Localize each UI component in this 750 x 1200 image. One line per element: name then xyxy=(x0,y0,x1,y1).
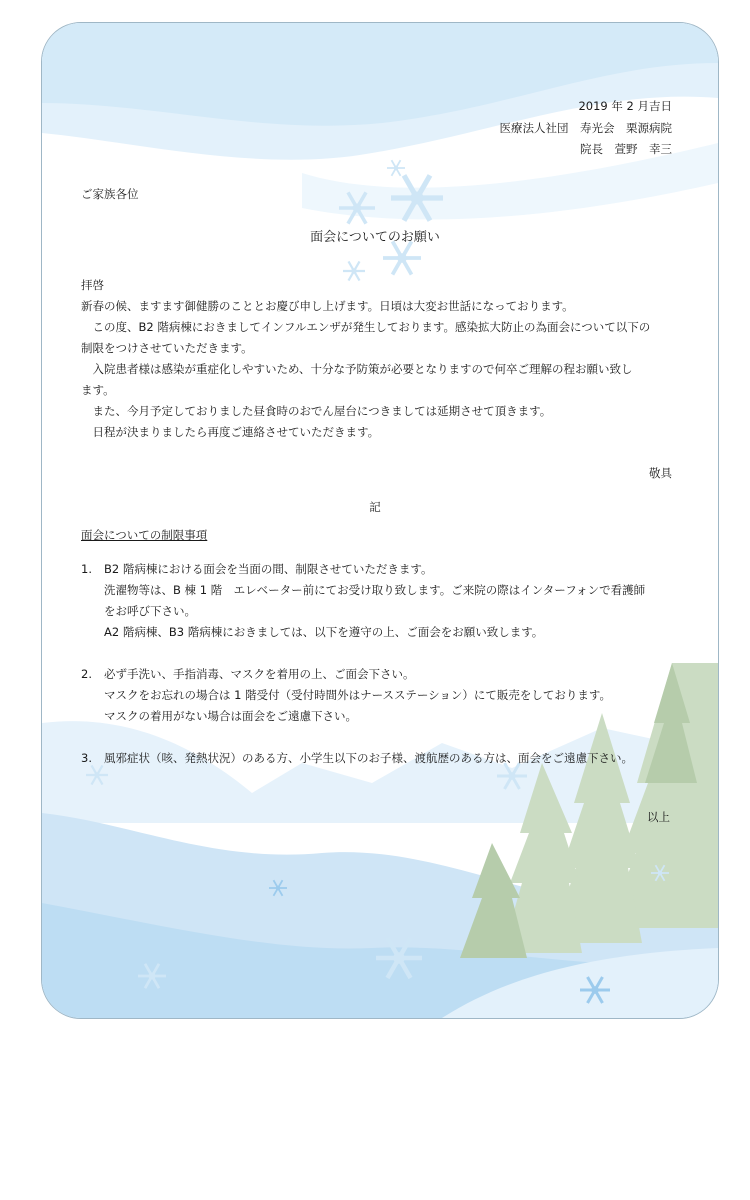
salutation: 拝啓 xyxy=(81,278,104,292)
closing-ijou: 以上 xyxy=(647,810,670,824)
body-paragraph-2-line-1: この度、B2 階病棟におきましてインフルエンザが発生しております。感染拡大防止の為面会について以下の xyxy=(81,320,651,334)
item-2-number: 2. xyxy=(81,667,92,681)
restrictions-heading: 面会についての制限事項 xyxy=(81,528,208,542)
body-paragraph-1: 新春の候、ますます御健勝のこととお慶び申し上げます。日頃は大変お世話になっております。 xyxy=(81,299,574,313)
item-3-number: 3. xyxy=(81,751,92,765)
item-1-sub-3: A2 階病棟、B3 階病棟におきましては、以下を遵守の上、ご面会をお願い致します。 xyxy=(104,625,544,639)
closing-keigu: 敬具 xyxy=(649,466,672,480)
body-paragraph-3-line-2: ます。 xyxy=(81,383,115,397)
item-2-sub-1: マスクをお忘れの場合は 1 階受付（受付時間外はナースステーション）にて販売をしております。 xyxy=(104,688,611,702)
item-1-sub-2: をお呼び下さい。 xyxy=(104,604,196,618)
body-paragraph-4: また、今月予定しておりました昼食時のおでん屋台につきましては延期させて頂きます。 xyxy=(81,404,552,418)
body-paragraph-5: 日程が決まりましたら再度ご連絡させていただきます。 xyxy=(81,425,380,439)
letter-date: 2019 年 2 月吉日 xyxy=(578,99,672,113)
sender-director: 院長 萱野 幸三 xyxy=(580,142,672,156)
item-2-text: 必ず手洗い、手指消毒、マスクを着用の上、ご面会下さい。 xyxy=(104,667,415,681)
body-paragraph-2-line-2: 制限をつけさせていただきます。 xyxy=(81,341,253,355)
ki-heading: 記 xyxy=(369,500,381,514)
item-2-sub-2: マスクの着用がない場合は面会をご遠慮下さい。 xyxy=(104,709,357,723)
sender-organization: 医療法人社団 寿光会 栗源病院 xyxy=(499,121,672,135)
letter-card xyxy=(41,22,719,1019)
letter-title: 面会についてのお願い xyxy=(310,230,440,245)
body-paragraph-3-line-1: 入院患者様は感染が重症化しやすいため、十分な予防策が必要となりますので何卒ご理解の程お願い致し xyxy=(81,362,633,376)
item-1-number: 1. xyxy=(81,562,92,576)
item-1-text: B2 階病棟における面会を当面の間、制限させていただきます。 xyxy=(104,562,433,576)
item-1-sub-1: 洗濯物等は、B 棟 1 階 エレベーター前にてお受け取り致します。ご来院の際はインターフォンで看護師 xyxy=(104,583,646,597)
item-3-text: 風邪症状（咳、発熱状況）のある方、小学生以下のお子様、渡航歴のある方は、面会をご遠慮下さい。 xyxy=(104,751,633,765)
addressee: ご家族各位 xyxy=(81,187,139,201)
winter-background xyxy=(42,23,718,1018)
